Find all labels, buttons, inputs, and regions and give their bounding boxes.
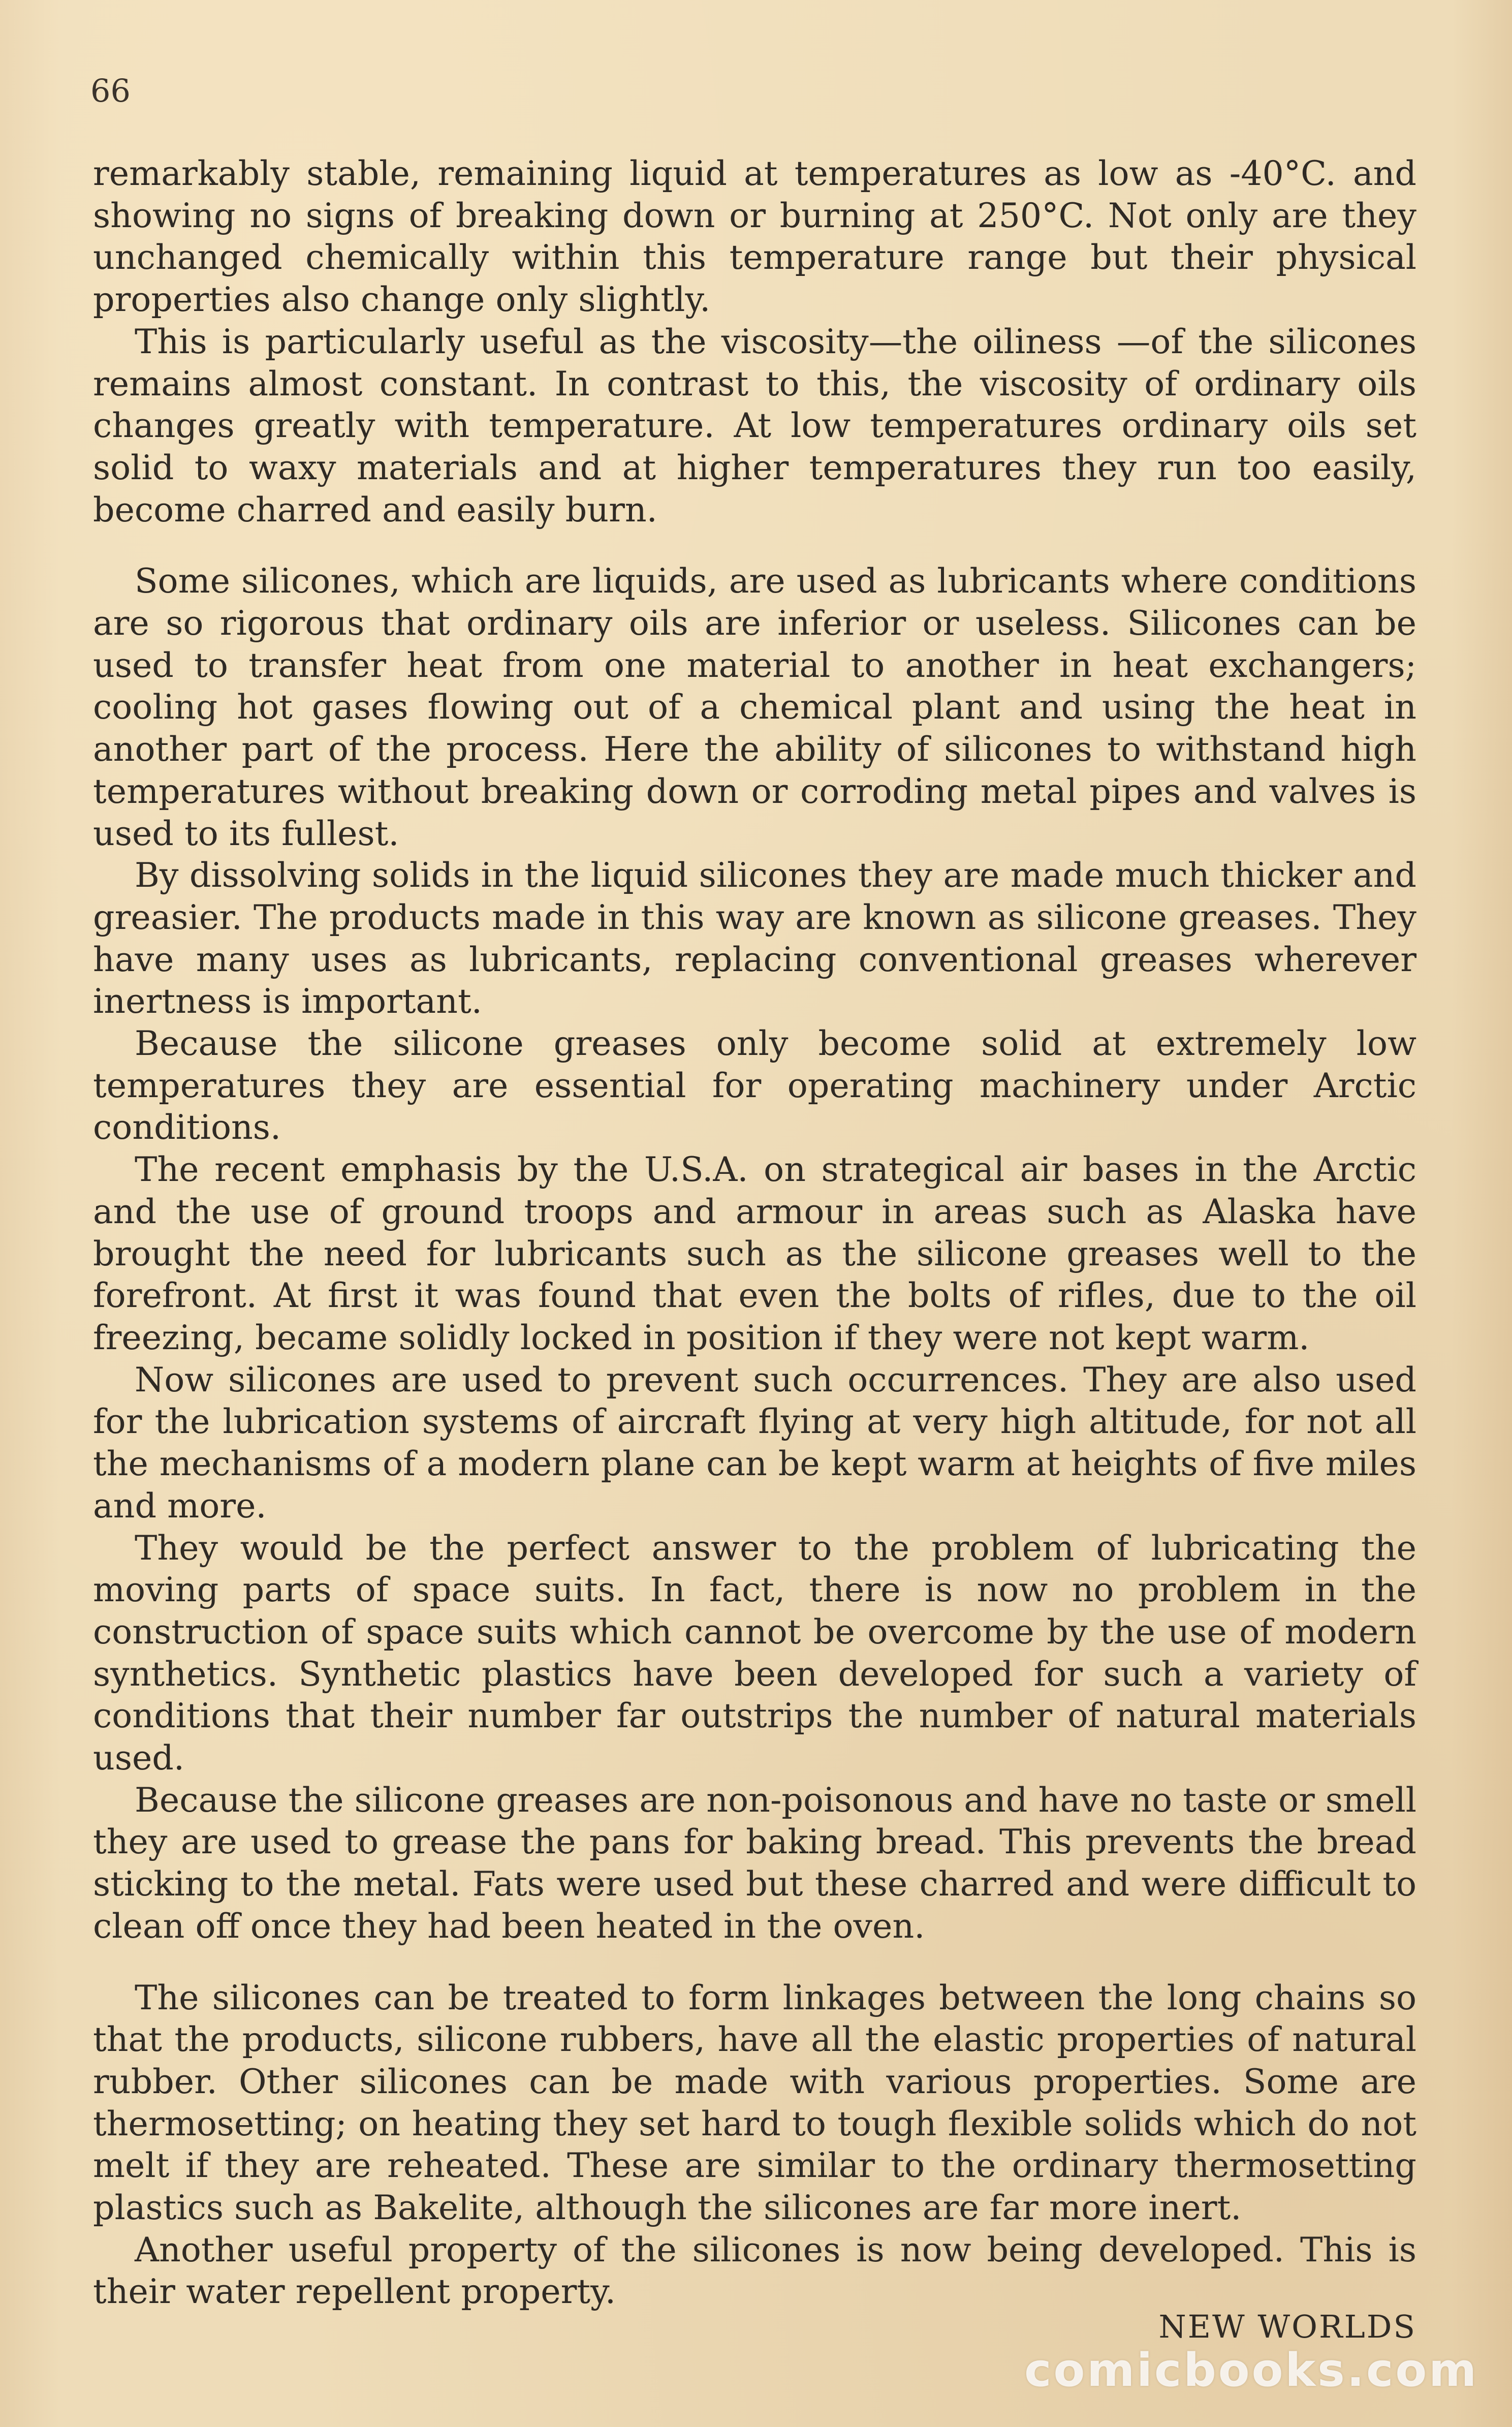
watermark-text: comicbooks.com xyxy=(1024,2344,1478,2397)
paragraph-9: Because the silicone greases are non-poisonous and have no taste or smell they are used to grease the pans for baking bread. This prevents the bread sticking to the metal. Fats were used but these charred and were difficult to clean off once they had been heated in the oven. xyxy=(93,1780,1416,1946)
paragraph-10: The silicones can be treated to form linkages between the long chains so that the products, silicone rubbers, have all the elastic properties of natural rubber. Other silicones can be made with various properties. Some are thermosetting; on heating they set hard to tough flexible solids which do not melt if they are reheated. These are similar to the ordinary thermosetting plastics such as Bakelite, although the silicones are far more inert. xyxy=(93,1977,1416,2228)
paragraph-2: This is particularly useful as the viscosity—the oiliness —of the silicones remains almost constant. In contrast to this, the viscosity of ordinary oils changes greatly with temperature. At low temperatures ordinary oils set solid to waxy materials and at higher temperatures they run too easily, become charred and easily burn. xyxy=(93,321,1416,530)
paragraph-6: The recent emphasis by the U.S.A. on strategical air bases in the Arctic and the use of ground troops and armour in areas such as Alaska have brought the need for lubricants such as the silicone greases well to the forefront. At first it was found that even the bolts of rifles, due to the oil freezing, became solidly locked in position if they were not kept warm. xyxy=(93,1149,1416,1357)
paragraph-1: remarkably stable, remaining liquid at temperatures as low as -40°C. and showing no signs of breaking down or burning at 250°C. Not only are they unchanged chemically within this temperature range but their physical properties also change only slightly. xyxy=(93,153,1416,320)
paragraph-4: By dissolving solids in the liquid silicones they are made much thicker and greasier. The products made in this way are known as silicone greases. They have many uses as lubricants, replacing conventional greases wherever inertness is important. xyxy=(93,855,1416,1021)
paragraph-11: Another useful property of the silicones is now being developed. This is their water repellent property. xyxy=(93,2229,1416,2312)
page-number: 66 xyxy=(90,72,131,109)
article-text-column xyxy=(93,152,1416,2313)
paragraph-3: Some silicones, which are liquids, are used as lubricants where conditions are so rigorous that ordinary oils are inferior or useless. Silicones can be used to transfer heat from one material to another in heat exchangers; cooling hot gases flowing out of a chemical plant and using the heat in another part of the process. Here the ability of silicones to withstand high temperatures without breaking down or corroding metal pipes and valves is used to its fullest. xyxy=(93,561,1416,853)
paragraph-7: Now silicones are used to prevent such occurrences. They are also used for the lubrication systems of aircraft flying at very high altitude, for not all the mechanisms of a modern plane can be kept warm at heights of five miles and more. xyxy=(93,1359,1416,1526)
paragraph-5: Because the silicone greases only become solid at extremely low temperatures they are essential for operating machinery under Arctic conditions. xyxy=(93,1023,1416,1147)
paragraph-8: They would be the perfect answer to the problem of lubricating the moving parts of space suits. In fact, there is now no problem in the construction of space suits which cannot be overcome by the use of modern synthetics. Synthetic plastics have been developed for such a variety of conditions that their number far outstrips the number of natural materials used. xyxy=(93,1528,1416,1778)
footer-magazine-title: NEW WORLDS xyxy=(1158,2308,1416,2345)
